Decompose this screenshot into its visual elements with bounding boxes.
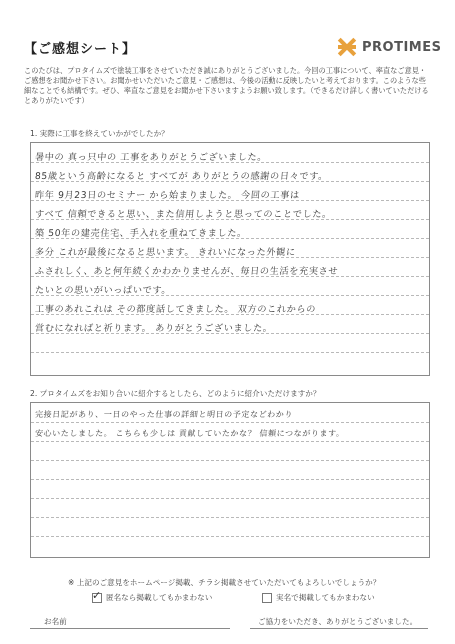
answer-line	[31, 479, 429, 480]
consent-note: ※ 上記のご意見をホームページ掲載、チラシ掲載させていただいてもよろしいでしょうか？	[68, 578, 381, 587]
handwritten-line: 85歳という高齢になると すべてが ありがとうの感謝の日々です。	[34, 171, 329, 182]
intro-text: このたびは、プロタイムズで塗装工事をさせていただき誠にありがとうございました。今回の工事について、率直なご意見・ご感想をお聞かせ下さい。お聞かせいただいたご意見・ご感想は、今後の活動に反映したいと考えております。このような些細なことでも結構です。ぜひ、率直なご意見をお聞かせ下さいますようお願い致します。（できるだけ詳しく書いていただけるとありがたいです）	[24, 66, 429, 105]
anonymous-checkbox[interactable]	[92, 588, 102, 603]
handwritten-line: 営むになればと祈ります。 ありがとうございました。	[34, 323, 273, 334]
question-1-answer-box	[30, 142, 430, 376]
handwritten-line: 工事のあれこれは その都度話してきました。 双方のこれからの	[34, 304, 317, 315]
handwritten-line: 昨年 9月23日のセミナー から始まりました。 今回の工事は	[34, 190, 301, 201]
answer-line	[31, 517, 429, 518]
anonymous-option-label: 匿名なら掲載してもかまわない	[106, 593, 213, 602]
answer-line	[31, 441, 429, 442]
answer-line	[31, 498, 429, 499]
handwritten-line: 完接日記があり、一日のやった仕事の詳細と明日の予定などわかり	[34, 410, 294, 419]
handwritten-line: 暑中の 真っ只中の 工事をありがとうございました。	[34, 152, 268, 163]
protimes-logo-icon	[336, 36, 358, 58]
handwritten-line: 築 50年の建売住宅、手入れを重ねてきました。	[34, 228, 248, 239]
real-name-option-label: 実名で掲載してもかまわない	[276, 593, 375, 602]
question-2-label: 2. プロタイムズをお知り合いに紹介するとしたら、どのように紹介いただけますか？	[30, 389, 321, 398]
name-field[interactable]	[30, 628, 230, 629]
protimes-logo	[336, 36, 441, 58]
answer-line	[31, 460, 429, 461]
check-mark-icon: ✓	[92, 588, 102, 602]
logo-text: PROTIMES	[362, 39, 442, 55]
handwritten-line: 安心いたしました。 こちらも少しは 貢献していたかな？ 信頼につながります。	[34, 429, 345, 438]
footer-divider	[250, 628, 428, 629]
real-name-checkbox[interactable]	[262, 593, 272, 603]
name-label: お名前	[44, 617, 67, 626]
sheet-title: 【ご感想シート】	[24, 42, 137, 57]
handwritten-line: たいとの思いがいっぱいです。	[34, 285, 172, 296]
answer-line	[31, 536, 429, 537]
question-2-answer-box	[30, 402, 430, 558]
question-1-label: 1. 実際に工事を終えていかがでしたか？	[30, 129, 169, 138]
handwritten-line: ふされしく、あと何年続くかわかりませんが、毎日の生活を充実させ	[34, 266, 339, 277]
thanks-text: ご協力をいただき、ありがとうございました。	[258, 617, 418, 626]
answer-line	[31, 352, 429, 353]
consent-option-real-name[interactable]	[262, 592, 375, 603]
handwritten-line: 多分 これが最後になると思います。 きれいになった外観に	[34, 247, 297, 258]
handwritten-line: すべて 信頼できると思い、また信用しようと思ってのことでした。	[34, 209, 333, 220]
consent-option-anonymous[interactable]	[92, 588, 213, 603]
answer-line	[31, 422, 429, 423]
